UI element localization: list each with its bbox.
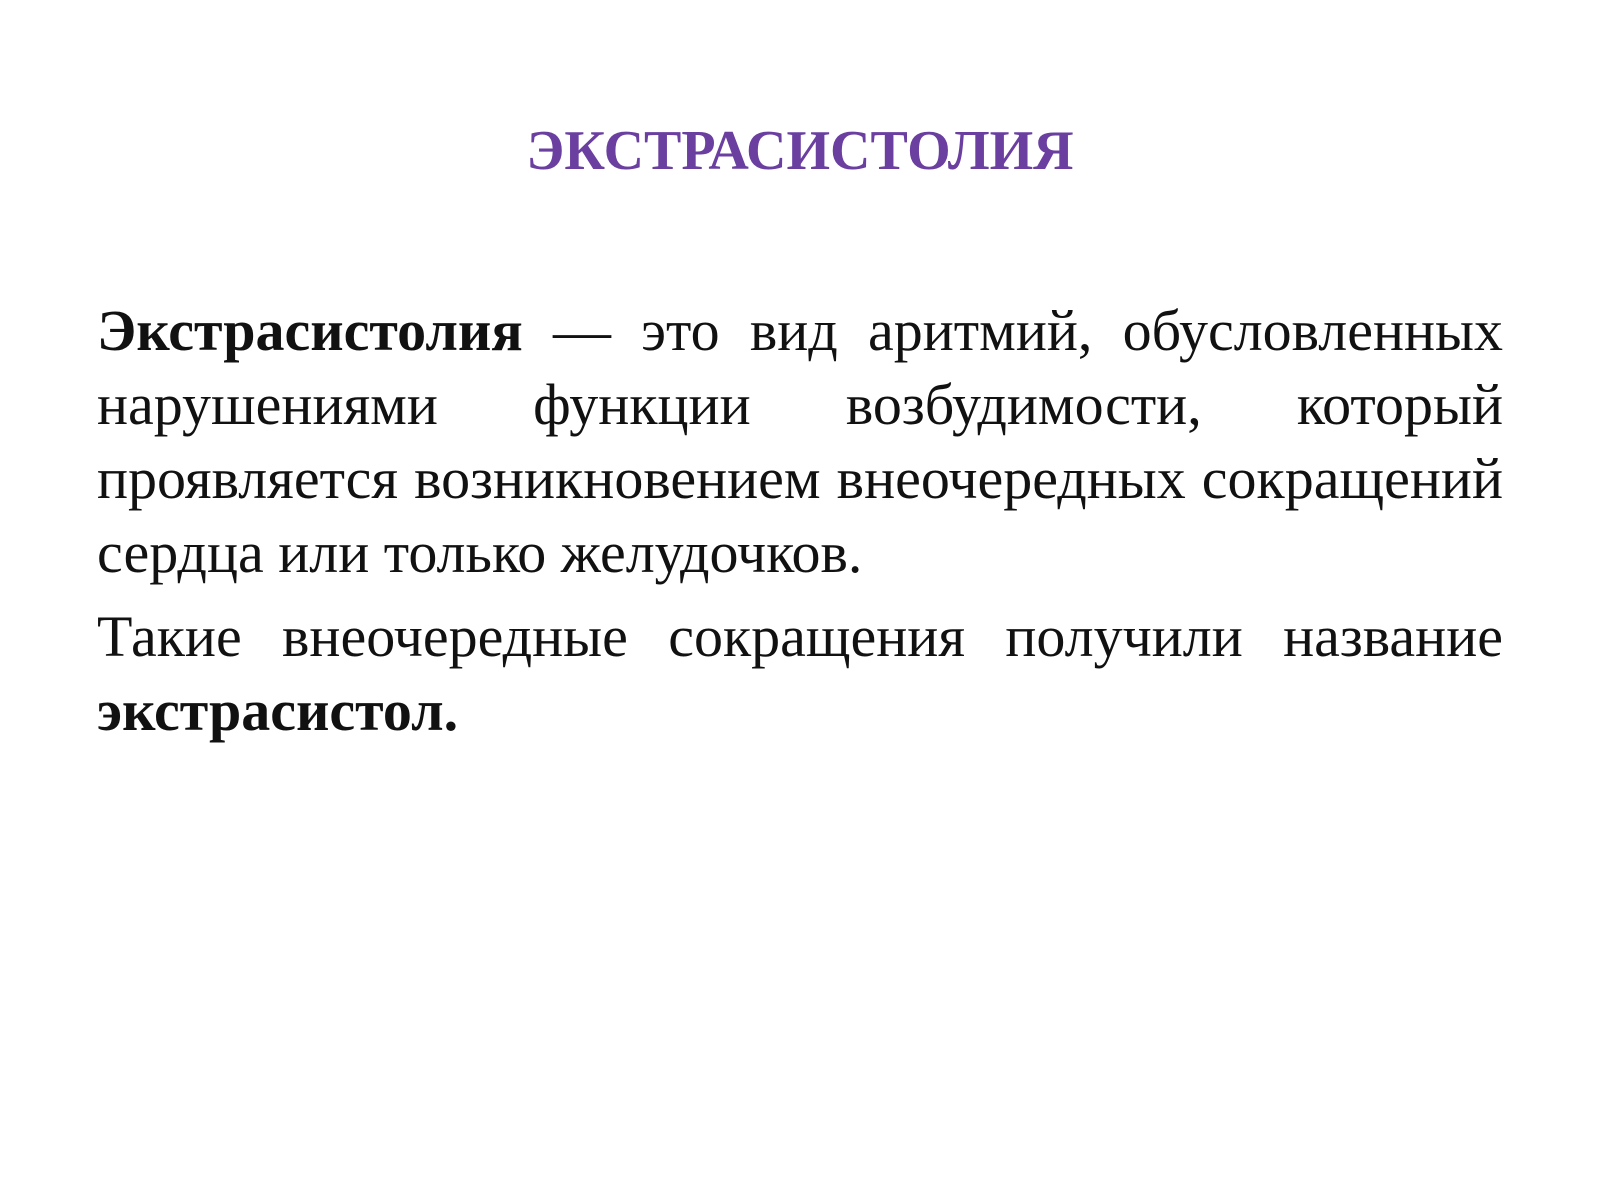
slide-title: ЭКСТРАСИСТОЛИЯ	[526, 120, 1074, 182]
naming-paragraph	[97, 600, 1503, 748]
naming-term: экстрасистол.	[97, 678, 459, 743]
slide-body	[97, 294, 1503, 758]
definition-text: — это вид аритмий, обусловленных нарушениями функции возбудимости, который проявляется возникновением внеочередных сокращений сердца или только желудочков.	[97, 298, 1503, 585]
naming-text: Такие внеочередные сокращения получили название	[97, 604, 1503, 669]
definition-paragraph	[97, 294, 1503, 590]
definition-term: Экстрасистолия	[97, 298, 523, 363]
